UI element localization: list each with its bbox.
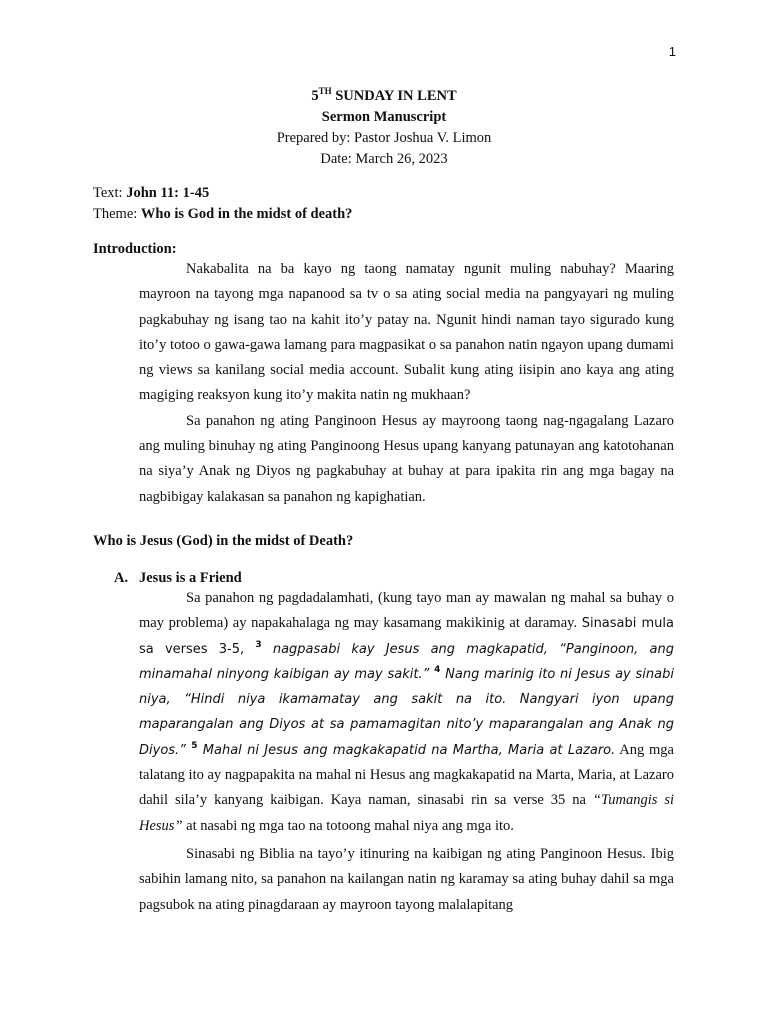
intro-paragraph-1: Nakabalita na ba kayo ng taong namatay ngunit muling nabuhay? Maaring mayroon na tayong mga napanood sa tv o sa ating social media na pangyayari ng muling pagkabuhay ng isang tao na kahit ito’y patay na. Ngunit hindi naman tayo sigurado kung ito’y totoo o gawa-gawa lamang para magpasikat o sa panahon natin ngayon upang dumami ng views sa kanilang social media account. Subalit kung ating iisipin ano kaya ang ating magiging reaksyon kung ito’y makita natin ng mukhaan? [139,261,674,404]
document-title: 5TH SUNDAY IN LENT [311,86,457,104]
page-number: 1 [668,44,676,59]
document-subtitle: Sermon Manuscript [321,109,447,125]
subsection-heading: A. Jesus is a Friend [114,570,242,586]
text-line: Text: John 11: 1-45 [93,185,210,201]
section-body [139,586,674,918]
section-paragraph-2: Sinasabi ng Biblia na tayo’y itinuring na kaibigan ng ating Panginoon Hesus. Ibig sabihin lamang nito, sa panahon na kailangan natin ng karamay sa ating buhay dahil sa mga pagsubok na ating pinagdaraan ay mayroon tayong malalapitang [139,845,674,913]
document-date: Date: March 26, 2023 [320,151,448,167]
theme-line: Theme: Who is God in the midst of death? [93,206,353,222]
intro-paragraph-2: Sa panahon ng ating Panginoon Hesus ay mayroong taong nag-ngagalang Lazaro ang muling binuhay ng ating Panginoong Hesus upang kanyang patunayan ang katotohanan na siya’y Anak ng Diyos ng pagkabuhay at buhay at para ipakita rin ang mga bagay na nagbibigay kalakasan sa panahon ng kapighatian. [139,412,674,505]
prepared-by: Prepared by: Pastor Joshua V. Limon [276,130,492,146]
introduction-heading: Introduction: [93,241,177,257]
section-heading: Who is Jesus (God) in the midst of Death? [93,533,354,549]
sermon-meta [93,183,352,225]
introduction-body [139,257,674,510]
section-paragraph-1: Sa panahon ng pagdadalamhati, (kung tayo man ay mawalan ng mahal sa buhay o may problema) ay napakahalaga ng may kasamang makikinig at daramay. Sinasabi mula sa verses 3-5, $^3$ nagpasabi kay Jesus ang magkapatid, “Panginoon, ang minamahal ninyong kaibigan ay may sakit.” $^4$ Nang marinig ito ni Jesus ay sinabi niya, “Hindi niya ikamamatay ang sakit na ito. Nangyari iyon upang maparangalan ang Diyos at sa pamamagitan nito’y maparangalan ang Anak ng Diyos.” $^5$ Mahal ni Jesus ang magkakapatid na Martha, Maria at Lazaro. Ang mga talatang ito ay nagpapakita na mahal ni Hesus ang magkakapatid na Marta, Maria, at Lazaro dahil sila’y kanyang kaibigan. Kaya naman, sinasabi rin sa verse 35 na “Tumangis si Hesus” at nasabi ng mga tao na totoong mahal niya ang mga ito. [139,590,674,834]
document-header [0,86,768,170]
